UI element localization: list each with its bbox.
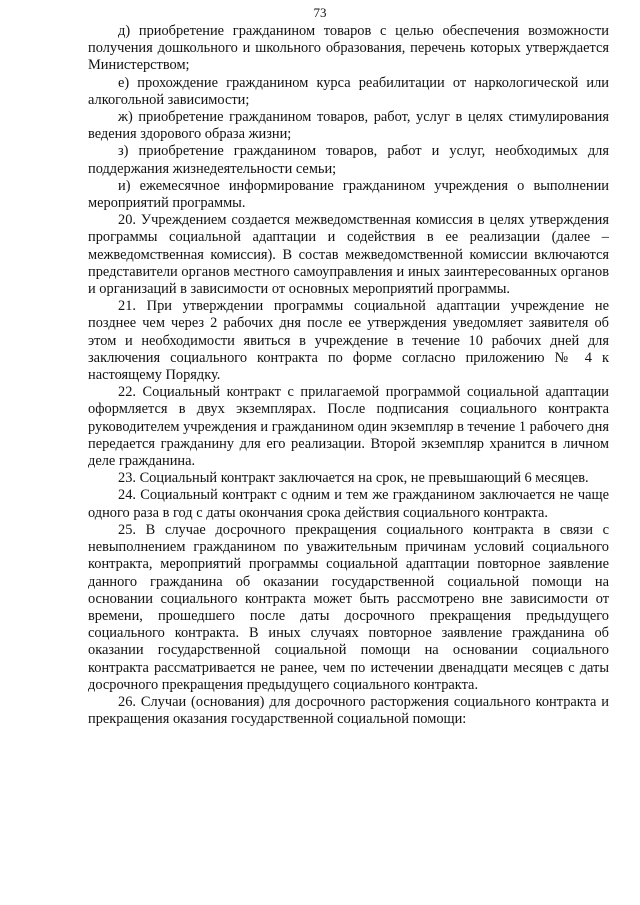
paragraph-clause-21: 21. При утверждении программы социальной адаптации учреждение не позднее чем через 2 рабочих дня после ее утверждения уведомляет заявителя об этом и необходимости явиться в учреждение в течение 10 рабочих дней для заключения социального контракта по форме согласно приложению № 4 к настоящему Порядку. bbox=[88, 298, 609, 384]
paragraph-clause-23: 23. Социальный контракт заключается на срок, не превышающий 6 месяцев. bbox=[118, 470, 589, 487]
paragraph-clause-26: 26. Случаи (основания) для досрочного расторжения социального контракта и прекращения оказания государственной социальной помощи: bbox=[88, 693, 609, 728]
paragraph-clause-22: 22. Социальный контракт с прилагаемой программой социальной адаптации оформляется в двух экземплярах. После подписания социального контракта руководителем учреждения и гражданином один экземпляр в течение 1 рабочего дня передается гражданину для его реализации. Второй экземпляр хранится в личном деле гражданина. bbox=[88, 384, 609, 470]
paragraph-item-zh: ж) приобретение гражданином товаров, работ, услуг в целях стимулирования ведения здорового образа жизни; bbox=[88, 109, 609, 143]
paragraph-item-e: е) прохождение гражданином курса реабилитации от наркологической или алкогольной зависимости; bbox=[88, 74, 609, 108]
page-number: 73 bbox=[313, 5, 327, 20]
paragraph-clause-20: 20. Учреждением создается межведомственная комиссия в целях утверждения программы социальной адаптации и содействия в ее реализации (далее – межведомственная комиссия). В состав межведомственной комиссии включаются представители органов местного самоуправления и иных заинтересованных органов и организаций в зависимости от основных мероприятий программы. bbox=[88, 212, 609, 298]
paragraph-item-z: з) приобретение гражданином товаров, работ и услуг, необходимых для поддержания жизнедеятельности семьи; bbox=[88, 143, 609, 177]
paragraph-clause-24: 24. Социальный контракт с одним и тем же гражданином заключается не чаще одного раза в год с даты окончания срока действия социального контракта. bbox=[88, 487, 609, 521]
document-body bbox=[88, 23, 609, 728]
paragraph-item-d: д) приобретение гражданином товаров с целью обеспечения возможности получения дошкольного и школьного образования, перечень которых утверждается Министерством; bbox=[88, 23, 609, 74]
paragraph-item-i: и) ежемесячное информирование гражданином учреждения о выполнении мероприятий программы. bbox=[88, 177, 609, 212]
paragraph-clause-25: 25. В случае досрочного прекращения социального контракта в связи с невыполнением гражданином по уважительным причинам условий социального контракта, мероприятий программы социальной адаптации повторное заявление данного гражданина об оказании государственной социальной помощи на основании социального контракта может быть рассмотрено вне зависимости от времени, прошедшего после даты досрочного прекращения предыдущего социального контракта. В иных случаях повторное заявление гражданина об оказании государственной социальной помощи на основании социального контракта рассматривается не ранее, чем по истечении двенадцати месяцев с даты досрочного прекращения предыдущего социального контракта. bbox=[88, 521, 609, 693]
